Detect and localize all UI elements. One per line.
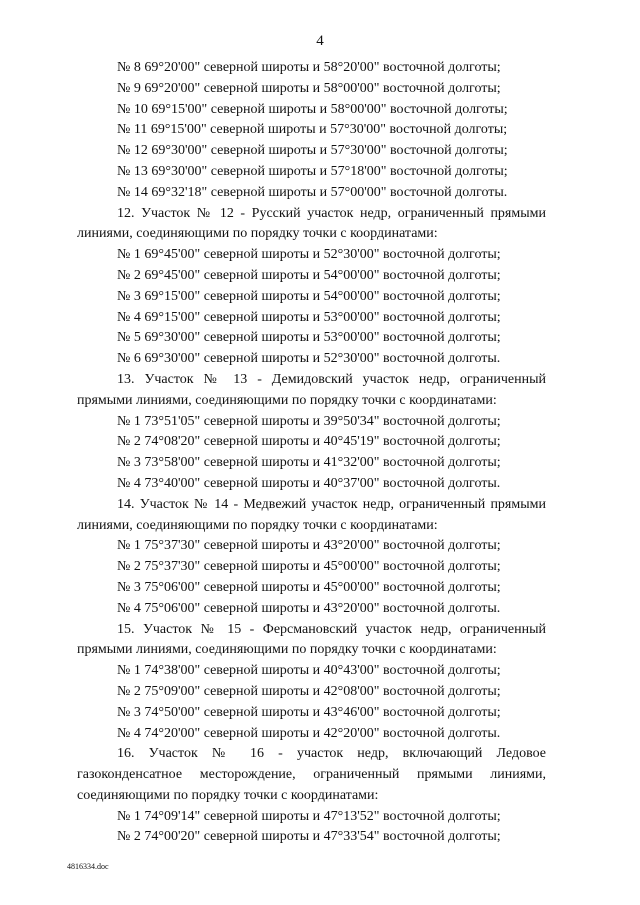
coordinate-line: № 2 74°00'20" северной широты и 47°33'54" восточной долготы;	[117, 829, 501, 845]
coordinate-line: № 3 69°15'00" северной широты и 54°00'00" восточной долготы;	[117, 288, 501, 304]
coordinate-line: № 4 75°06'00" северной широты и 43°20'00" восточной долготы.	[117, 600, 501, 616]
coordinate-line: № 8 69°20'00" северной широты и 58°20'00" восточной долготы;	[117, 60, 501, 75]
paragraph-line: соединяющими по порядку точки с координатами:	[77, 787, 379, 803]
coordinate-line: № 14 69°32'18" северной широты и 57°00'00" восточной долготы.	[117, 184, 508, 200]
coordinate-line: № 3 74°50'00" северной широты и 43°46'00" восточной долготы;	[117, 704, 501, 720]
coordinate-line: № 4 69°15'00" северной широты и 53°00'00" восточной долготы;	[117, 309, 501, 325]
document-body	[77, 58, 546, 848]
footer-filename: 4816334.doc	[67, 862, 109, 871]
paragraph-line: газоконденсатное месторождение, ограниченный прямыми линиями,	[77, 767, 546, 783]
coordinate-line: № 5 69°30'00" северной широты и 53°00'00" восточной долготы;	[117, 330, 501, 346]
coordinate-line: № 1 74°38'00" северной широты и 40°43'00" восточной долготы;	[117, 663, 501, 679]
coordinate-line: № 11 69°15'00" северной широты и 57°30'00" восточной долготы;	[117, 122, 508, 138]
coordinate-line: № 2 75°37'30" северной широты и 45°00'00" восточной долготы;	[117, 559, 501, 575]
coordinate-line: № 2 75°09'00" северной широты и 42°08'00" восточной долготы;	[117, 683, 501, 699]
paragraph-line: прямыми линиями, соединяющими по порядку точки с координатами:	[77, 392, 497, 408]
paragraph-line: линиями, соединяющими по порядку точки с координатами:	[77, 517, 438, 533]
coordinate-line: № 12 69°30'00" северной широты и 57°30'00" восточной долготы;	[117, 143, 508, 159]
paragraph-line: 16. Участок № 16 - участок недр, включающий Ледовое	[117, 746, 546, 762]
coordinate-line: № 13 69°30'00" северной широты и 57°18'00" восточной долготы;	[117, 163, 508, 179]
coordinate-line: № 1 69°45'00" северной широты и 52°30'00" восточной долготы;	[117, 247, 501, 263]
coordinate-line: № 4 74°20'00" северной широты и 42°20'00" восточной долготы.	[117, 725, 501, 741]
paragraph-line: прямыми линиями, соединяющими по порядку точки с координатами:	[77, 642, 497, 658]
coordinate-line: № 10 69°15'00" северной широты и 58°00'00" восточной долготы;	[117, 101, 508, 117]
paragraph-line: 15. Участок № 15 - Ферсмановский участок недр, ограниченный	[117, 621, 546, 637]
coordinate-line: № 4 73°40'00" северной широты и 40°37'00" восточной долготы.	[117, 475, 501, 491]
coordinate-line: № 1 74°09'14" северной широты и 47°13'52" восточной долготы;	[117, 808, 501, 824]
paragraph-line: линиями, соединяющими по порядку точки с координатами:	[77, 226, 438, 242]
coordinate-line: № 1 75°37'30" северной широты и 43°20'00" восточной долготы;	[117, 538, 501, 554]
paragraph-line: 14. Участок № 14 - Медвежий участок недр, ограниченный прямыми	[117, 496, 546, 512]
coordinate-line: № 2 69°45'00" северной широты и 54°00'00" восточной долготы;	[117, 267, 501, 283]
paragraph-line: 12. Участок № 12 - Русский участок недр, ограниченный прямыми	[117, 205, 546, 221]
coordinate-line: № 2 74°08'20" северной широты и 40°45'19" восточной долготы;	[117, 434, 501, 450]
coordinate-line: № 3 73°58'00" северной широты и 41°32'00" восточной долготы;	[117, 455, 501, 471]
coordinate-line: № 9 69°20'00" северной широты и 58°00'00" восточной долготы;	[117, 80, 501, 96]
coordinate-line: № 3 75°06'00" северной широты и 45°00'00" восточной долготы;	[117, 579, 501, 595]
paragraph-line: 13. Участок № 13 - Демидовский участок недр, ограниченный	[117, 371, 546, 387]
page-number: 4	[316, 33, 324, 49]
coordinate-line: № 1 73°51'05" северной широты и 39°50'34" восточной долготы;	[117, 413, 501, 429]
coordinate-line: № 6 69°30'00" северной широты и 52°30'00" восточной долготы.	[117, 351, 501, 367]
